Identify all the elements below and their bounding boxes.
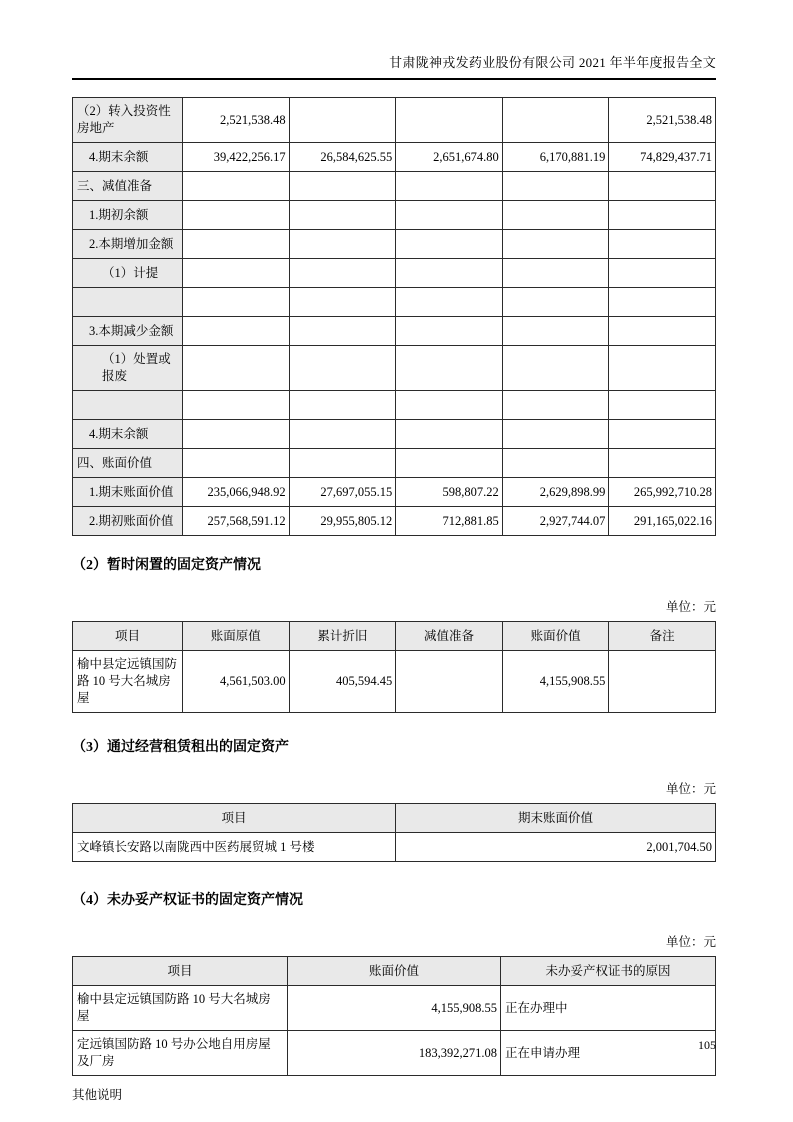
amount-cell: 2,001,704.50 [396,833,716,862]
row-label: 1.期末账面价值 [73,478,183,507]
text-cell [609,651,716,713]
amount-cell: 27,697,055.15 [289,478,396,507]
column-header: 未办妥产权证书的原因 [501,957,716,986]
leased-assets-table [72,803,716,862]
amount-cell [502,346,609,391]
amount-cell [396,346,503,391]
column-header: 备注 [609,622,716,651]
fixed-assets-continuation-table [72,97,716,536]
amount-cell [289,449,396,478]
table-row [73,317,716,346]
row-label: 4.期末余额 [73,420,183,449]
table-row [73,1031,716,1076]
table-row [73,230,716,259]
amount-cell [396,230,503,259]
amount-cell: 4,155,908.55 [502,651,609,713]
amount-cell [609,288,716,317]
idle-assets-table [72,621,716,713]
amount-cell [289,288,396,317]
row-label: 3.本期减少金额 [73,317,183,346]
amount-cell: 2,629,898.99 [502,478,609,507]
amount-cell [502,98,609,143]
amount-cell [396,172,503,201]
unit-label: 单位：元 [665,600,716,614]
table-row [73,288,716,317]
amount-cell: 291,165,022.16 [609,507,716,536]
amount-cell [183,288,290,317]
unit-label: 单位：元 [665,782,716,796]
row-label [73,391,183,420]
amount-cell: 74,829,437.71 [609,143,716,172]
amount-cell [396,317,503,346]
row-label: （1）计提 [73,259,183,288]
column-header: 账面原值 [183,622,290,651]
table-row [73,449,716,478]
text-cell: 榆中县定远镇国防路 10 号大名城房屋 [73,651,183,713]
amount-cell [609,449,716,478]
amount-cell [289,230,396,259]
table-row [73,651,716,713]
table-row [73,259,716,288]
amount-cell [502,172,609,201]
amount-cell: 2,651,674.80 [396,143,503,172]
amount-cell: 235,066,948.92 [183,478,290,507]
text-cell: 正在办理中 [501,986,716,1031]
amount-cell: 712,881.85 [396,507,503,536]
amount-cell: 29,955,805.12 [289,507,396,536]
amount-cell [183,317,290,346]
page-content [72,0,716,1103]
column-header: 累计折旧 [289,622,396,651]
column-header: 项目 [73,622,183,651]
amount-cell: 2,521,538.48 [183,98,290,143]
amount-cell [609,420,716,449]
table-row [73,420,716,449]
amount-cell [289,391,396,420]
amount-cell [183,391,290,420]
amount-cell: 4,561,503.00 [183,651,290,713]
text-cell: 正在申请办理 [501,1031,716,1076]
amount-cell: 6,170,881.19 [502,143,609,172]
amount-cell [396,391,503,420]
column-header: 账面价值 [288,957,501,986]
amount-cell [183,201,290,230]
other-note-label: 其他说明 [72,1088,123,1102]
text-cell: 定远镇国防路 10 号办公地自用房屋及厂房 [73,1031,288,1076]
amount-cell: 183,392,271.08 [288,1031,501,1076]
amount-cell [502,391,609,420]
amount-cell [183,346,290,391]
amount-cell [502,449,609,478]
section-title-leased-assets: （3）通过经营租赁租出的固定资产 [72,740,289,755]
row-label: 4.期末余额 [73,143,183,172]
row-label: （1）处置或报废 [73,346,183,391]
column-header: 项目 [73,957,288,986]
amount-cell [289,172,396,201]
amount-cell: 265,992,710.28 [609,478,716,507]
table-row [73,346,716,391]
table-header-row [73,804,716,833]
table-row [73,98,716,143]
table-row [73,201,716,230]
unit-label: 单位：元 [665,935,716,949]
amount-cell: 2,521,538.48 [609,98,716,143]
amount-cell [183,259,290,288]
amount-cell [609,201,716,230]
table-row [73,143,716,172]
amount-cell [183,172,290,201]
amount-cell [609,172,716,201]
table-header-row [73,622,716,651]
row-label: 三、减值准备 [73,172,183,201]
column-header: 项目 [73,804,396,833]
continuation-table-body [73,98,716,536]
row-label: 2.期初账面价值 [73,507,183,536]
amount-cell [609,259,716,288]
amount-cell [289,346,396,391]
row-label: 2.本期增加金额 [73,230,183,259]
row-label: 四、账面价值 [73,449,183,478]
document-header: 甘肃陇神戎发药业股份有限公司 2021 年半年度报告全文 [72,0,716,80]
text-cell: 文峰镇长安路以南陇西中医药展贸城 1 号楼 [73,833,396,862]
amount-cell: 2,927,744.07 [502,507,609,536]
amount-cell [183,420,290,449]
no-certificate-assets-table [72,956,716,1076]
amount-cell [396,288,503,317]
amount-cell [502,288,609,317]
table-row [73,986,716,1031]
amount-cell [502,317,609,346]
amount-cell [289,317,396,346]
amount-cell: 257,568,591.12 [183,507,290,536]
table-row [73,833,716,862]
amount-cell [502,259,609,288]
amount-cell [396,420,503,449]
amount-cell [609,346,716,391]
amount-cell [396,98,503,143]
table-row [73,391,716,420]
amount-cell [289,420,396,449]
amount-cell [502,230,609,259]
amount-cell [289,201,396,230]
amount-cell [396,201,503,230]
amount-cell [289,98,396,143]
page-number: 105 [698,1038,716,1052]
amount-cell [183,230,290,259]
amount-cell [396,651,503,713]
amount-cell [502,420,609,449]
column-header: 减值准备 [396,622,503,651]
amount-cell [609,391,716,420]
amount-cell: 4,155,908.55 [288,986,501,1031]
section-title-idle-assets: （2）暂时闲置的固定资产情况 [72,558,261,573]
row-label [73,288,183,317]
amount-cell: 598,807.22 [396,478,503,507]
section-title-no-certificate-assets: （4）未办妥产权证书的固定资产情况 [72,893,303,908]
column-header: 账面价值 [502,622,609,651]
table-row [73,507,716,536]
table-row [73,478,716,507]
amount-cell [396,449,503,478]
row-label: （2）转入投资性房地产 [73,98,183,143]
text-cell: 榆中县定远镇国防路 10 号大名城房屋 [73,986,288,1031]
amount-cell: 405,594.45 [289,651,396,713]
amount-cell [396,259,503,288]
amount-cell [183,449,290,478]
amount-cell: 39,422,256.17 [183,143,290,172]
amount-cell [609,230,716,259]
row-label: 1.期初余额 [73,201,183,230]
column-header: 期末账面价值 [396,804,716,833]
amount-cell [289,259,396,288]
table-header-row [73,957,716,986]
amount-cell: 26,584,625.55 [289,143,396,172]
amount-cell [609,317,716,346]
table-row [73,172,716,201]
amount-cell [502,201,609,230]
